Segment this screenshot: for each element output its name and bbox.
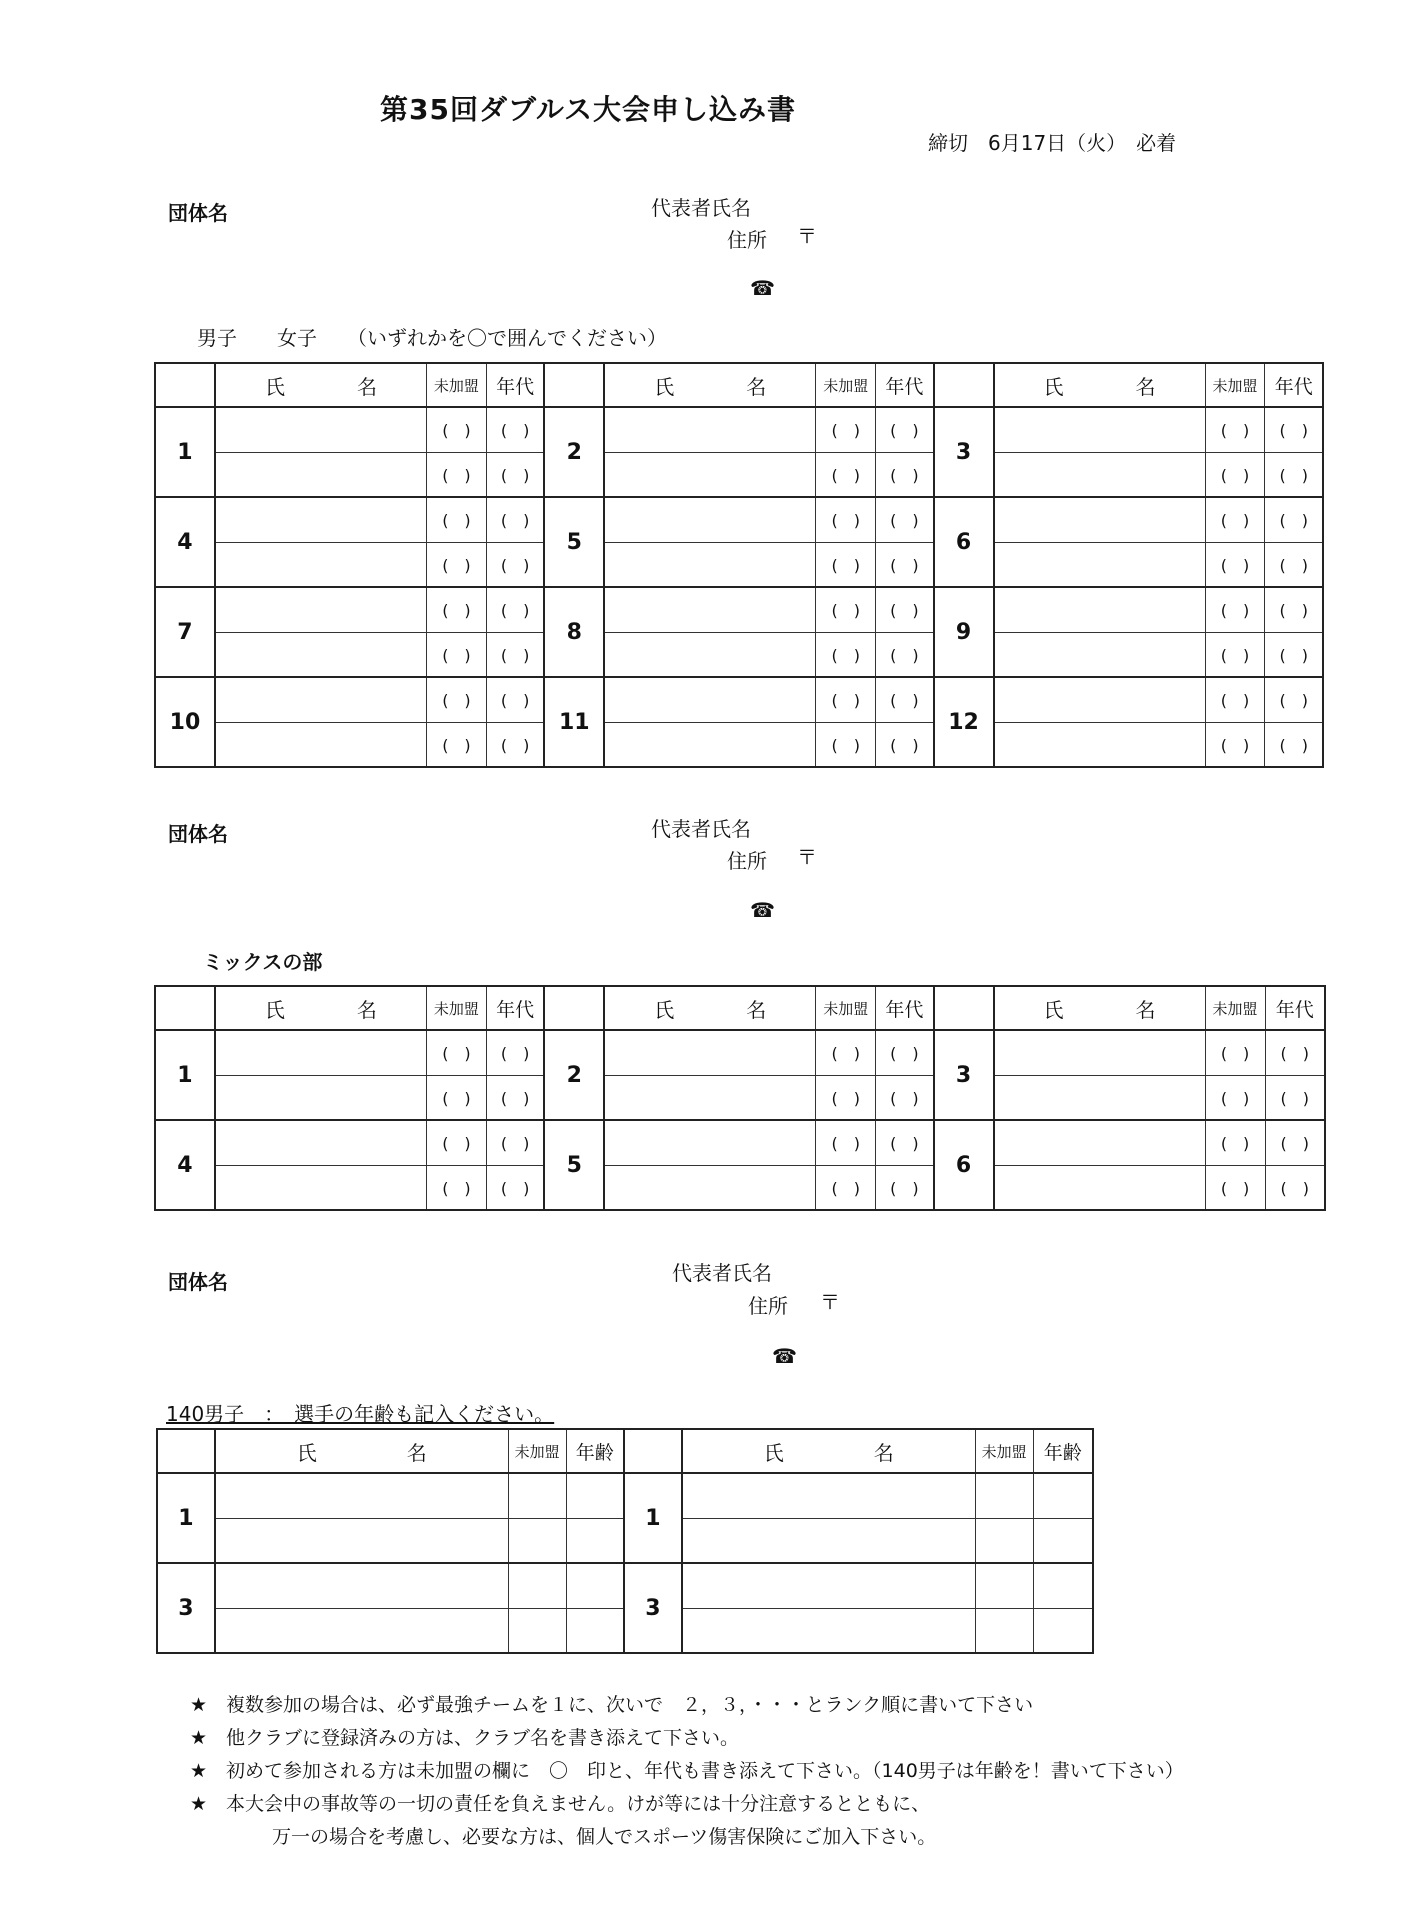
unaffiliated-field[interactable]: [975, 1563, 1033, 1608]
header-age-group: 年代: [876, 363, 934, 407]
age-field[interactable]: [566, 1563, 624, 1608]
header-age-group: 年代: [486, 986, 544, 1030]
entry-number: 8: [544, 587, 604, 677]
note-line: ★ 本大会中の事故等の一切の責任を負えません。けが等には十分注意するとともに、: [190, 1793, 931, 1815]
name-field[interactable]: [994, 452, 1206, 497]
table-row: [155, 722, 1323, 767]
entry-table-mixed: [154, 985, 1326, 1211]
name-field[interactable]: [682, 1473, 975, 1518]
age-group-field[interactable]: ( ): [876, 722, 934, 767]
entry-number: 4: [155, 497, 215, 587]
name-field[interactable]: [604, 1165, 816, 1210]
unaffiliated-field[interactable]: [508, 1473, 566, 1518]
unaffiliated-field[interactable]: ( ): [426, 722, 486, 767]
age-group-field[interactable]: ( ): [486, 1120, 544, 1165]
name-field[interactable]: [215, 677, 427, 722]
gender-category-label: 男子 女子 （いずれかを〇で囲んでください）: [197, 326, 667, 350]
header-name: 氏 名: [604, 363, 816, 407]
header-name: 氏 名: [682, 1429, 975, 1473]
postal-mark-icon: 〒: [797, 845, 817, 869]
unaffiliated-field[interactable]: ( ): [426, 542, 486, 587]
name-field[interactable]: [994, 497, 1206, 542]
entry-number: 4: [155, 1120, 215, 1210]
age-field[interactable]: [1033, 1518, 1093, 1563]
entry-number: 12: [934, 677, 994, 767]
age-group-field[interactable]: ( ): [1265, 1030, 1325, 1075]
representative-label: 代表者氏名: [651, 196, 751, 220]
name-field[interactable]: [215, 1608, 508, 1653]
age-group-field[interactable]: ( ): [876, 1030, 934, 1075]
table-row: [155, 497, 1323, 542]
unaffiliated-field[interactable]: ( ): [1205, 587, 1265, 632]
name-field[interactable]: [215, 1120, 427, 1165]
unaffiliated-field[interactable]: ( ): [426, 407, 486, 452]
note-line: 万一の場合を考慮し、必要な方は、個人でスポーツ傷害保険にご加入下さい。: [272, 1826, 937, 1848]
unaffiliated-field[interactable]: ( ): [1205, 1165, 1265, 1210]
age-group-field[interactable]: ( ): [486, 587, 544, 632]
table-header-row: [155, 363, 1323, 407]
name-field[interactable]: [215, 542, 427, 587]
age-group-field[interactable]: ( ): [1265, 677, 1323, 722]
unaffiliated-field[interactable]: ( ): [426, 1165, 486, 1210]
name-field[interactable]: [215, 497, 427, 542]
age-group-field[interactable]: ( ): [486, 632, 544, 677]
address-label: 住所: [748, 1294, 788, 1318]
age-group-field[interactable]: ( ): [1265, 452, 1323, 497]
name-field[interactable]: [604, 722, 816, 767]
age-group-field[interactable]: ( ): [876, 452, 934, 497]
age-group-field[interactable]: ( ): [1265, 1075, 1325, 1120]
header-unaffiliated: 未加盟: [816, 363, 876, 407]
unaffiliated-field[interactable]: ( ): [816, 587, 876, 632]
age-group-field[interactable]: ( ): [876, 1165, 934, 1210]
age-field[interactable]: [1033, 1608, 1093, 1653]
entry-number: 2: [544, 407, 604, 497]
header-name: 氏 名: [994, 986, 1206, 1030]
age-field[interactable]: [1033, 1473, 1093, 1518]
unaffiliated-field[interactable]: ( ): [816, 722, 876, 767]
header-age-group: 年代: [486, 363, 544, 407]
name-field[interactable]: [604, 632, 816, 677]
age-group-field[interactable]: ( ): [1265, 1120, 1325, 1165]
senior-category-label: 140男子 ： 選手の年齢も記入ください。: [166, 1402, 555, 1426]
header-unaffiliated: 未加盟: [426, 363, 486, 407]
unaffiliated-field[interactable]: ( ): [1205, 632, 1265, 677]
unaffiliated-field[interactable]: ( ): [816, 1075, 876, 1120]
age-field[interactable]: [1033, 1563, 1093, 1608]
entry-table-140-mens: [156, 1428, 1094, 1654]
unaffiliated-field[interactable]: ( ): [816, 1030, 876, 1075]
header-name: 氏 名: [215, 1429, 508, 1473]
unaffiliated-field[interactable]: ( ): [1205, 1075, 1265, 1120]
age-field[interactable]: [566, 1608, 624, 1653]
unaffiliated-field[interactable]: [508, 1518, 566, 1563]
representative-label: 代表者氏名: [672, 1261, 772, 1285]
entry-number: 9: [934, 587, 994, 677]
name-field[interactable]: [994, 407, 1206, 452]
entry-number: 1: [155, 407, 215, 497]
unaffiliated-field[interactable]: ( ): [1205, 677, 1265, 722]
header-age: 年齢: [566, 1429, 624, 1473]
entry-number: 5: [544, 1120, 604, 1210]
unaffiliated-field[interactable]: ( ): [816, 542, 876, 587]
unaffiliated-field[interactable]: ( ): [1205, 542, 1265, 587]
name-field[interactable]: [994, 542, 1206, 587]
unaffiliated-field[interactable]: ( ): [1205, 1030, 1265, 1075]
entry-number: 6: [934, 497, 994, 587]
unaffiliated-field[interactable]: ( ): [426, 587, 486, 632]
age-group-field[interactable]: ( ): [876, 1120, 934, 1165]
header-age-group: 年代: [876, 986, 934, 1030]
unaffiliated-field[interactable]: ( ): [816, 497, 876, 542]
age-group-field[interactable]: ( ): [876, 587, 934, 632]
age-group-field[interactable]: ( ): [1265, 632, 1323, 677]
entry-number: 7: [155, 587, 215, 677]
group-name-label: 団体名: [168, 201, 228, 225]
header-unaffiliated: 未加盟: [508, 1429, 566, 1473]
table-row: [155, 1120, 1325, 1165]
entry-number: 1: [157, 1473, 215, 1563]
unaffiliated-field[interactable]: [975, 1518, 1033, 1563]
name-field[interactable]: [604, 1120, 816, 1165]
note-line: ★ 複数参加の場合は、必ず最強チームを１に、次いで ２，３，・・・とランク順に書いて下さい: [190, 1694, 1034, 1716]
age-group-field[interactable]: ( ): [486, 1030, 544, 1075]
postal-mark-icon: 〒: [820, 1290, 840, 1314]
name-field[interactable]: [215, 407, 427, 452]
entry-number: 2: [544, 1030, 604, 1120]
age-group-field[interactable]: ( ): [486, 497, 544, 542]
age-field[interactable]: [566, 1473, 624, 1518]
age-group-field[interactable]: ( ): [1265, 722, 1323, 767]
name-field[interactable]: [215, 452, 427, 497]
name-field[interactable]: [604, 542, 816, 587]
table-row: [157, 1563, 1093, 1608]
name-field[interactable]: [682, 1563, 975, 1608]
name-field[interactable]: [994, 1075, 1206, 1120]
name-field[interactable]: [215, 1075, 427, 1120]
unaffiliated-field[interactable]: ( ): [426, 632, 486, 677]
unaffiliated-field[interactable]: ( ): [426, 497, 486, 542]
age-group-field[interactable]: ( ): [486, 452, 544, 497]
age-group-field[interactable]: ( ): [1265, 542, 1323, 587]
unaffiliated-field[interactable]: ( ): [816, 1120, 876, 1165]
age-group-field[interactable]: ( ): [1265, 497, 1323, 542]
age-group-field[interactable]: ( ): [1265, 1165, 1325, 1210]
header-name: 氏 名: [994, 363, 1206, 407]
name-field[interactable]: [994, 1165, 1206, 1210]
age-group-field[interactable]: ( ): [876, 632, 934, 677]
age-group-field[interactable]: ( ): [1265, 407, 1323, 452]
table-row: [155, 407, 1323, 452]
entry-number: 11: [544, 677, 604, 767]
unaffiliated-field[interactable]: ( ): [816, 632, 876, 677]
unaffiliated-field[interactable]: ( ): [816, 452, 876, 497]
header-name: 氏 名: [604, 986, 816, 1030]
name-field[interactable]: [215, 722, 427, 767]
unaffiliated-field[interactable]: ( ): [1205, 452, 1265, 497]
name-field[interactable]: [682, 1518, 975, 1563]
name-field[interactable]: [604, 677, 816, 722]
unaffiliated-field[interactable]: [975, 1608, 1033, 1653]
address-label: 住所: [727, 849, 767, 873]
table-row: [155, 677, 1323, 722]
name-field[interactable]: [215, 587, 427, 632]
entry-number: 5: [544, 497, 604, 587]
entry-number: 3: [934, 407, 994, 497]
unaffiliated-field[interactable]: ( ): [1205, 722, 1265, 767]
table-header-row: [157, 1429, 1093, 1473]
entry-number: 1: [624, 1473, 682, 1563]
entry-number: 1: [155, 1030, 215, 1120]
unaffiliated-field[interactable]: ( ): [426, 1030, 486, 1075]
unaffiliated-field[interactable]: ( ): [816, 677, 876, 722]
unaffiliated-field[interactable]: [508, 1608, 566, 1653]
name-field[interactable]: [994, 587, 1206, 632]
name-field[interactable]: [215, 632, 427, 677]
unaffiliated-field[interactable]: ( ): [426, 677, 486, 722]
entry-number: 10: [155, 677, 215, 767]
age-group-field[interactable]: ( ): [876, 542, 934, 587]
group-name-label: 団体名: [168, 822, 228, 846]
table-row: [155, 1165, 1325, 1210]
name-field[interactable]: [604, 587, 816, 632]
name-field[interactable]: [604, 1030, 816, 1075]
age-group-field[interactable]: ( ): [486, 1075, 544, 1120]
age-group-field[interactable]: ( ): [1265, 587, 1323, 632]
page-title: 第35回ダブルス大会申し込み書: [380, 93, 797, 126]
name-field[interactable]: [215, 1165, 427, 1210]
age-group-field[interactable]: ( ): [486, 407, 544, 452]
telephone-icon: ☎: [772, 1344, 797, 1368]
unaffiliated-field[interactable]: ( ): [426, 1075, 486, 1120]
age-group-field[interactable]: ( ): [486, 1165, 544, 1210]
age-group-field[interactable]: ( ): [876, 677, 934, 722]
table-header-row: [155, 986, 1325, 1030]
header-unaffiliated: 未加盟: [975, 1429, 1033, 1473]
table-row: [155, 1075, 1325, 1120]
name-field[interactable]: [604, 407, 816, 452]
age-group-field[interactable]: ( ): [876, 407, 934, 452]
representative-label: 代表者氏名: [651, 817, 751, 841]
unaffiliated-field[interactable]: ( ): [1205, 1120, 1265, 1165]
unaffiliated-field[interactable]: ( ): [816, 407, 876, 452]
postal-mark-icon: 〒: [797, 224, 817, 248]
header-unaffiliated: 未加盟: [1205, 363, 1265, 407]
mixed-category-label: ミックスの部: [203, 950, 323, 974]
telephone-icon: ☎: [750, 898, 775, 922]
header-unaffiliated: 未加盟: [1205, 986, 1265, 1030]
header-age-group: 年代: [1265, 363, 1323, 407]
header-age-group: 年代: [1265, 986, 1325, 1030]
age-group-field[interactable]: ( ): [876, 1075, 934, 1120]
entry-number: 3: [157, 1563, 215, 1653]
unaffiliated-field[interactable]: ( ): [816, 1165, 876, 1210]
note-line: ★ 初めて参加される方は未加盟の欄に 〇 印と、年代も書き添えて下さい。（140男子は年齢を！書いて下さい）: [190, 1760, 1184, 1782]
name-field[interactable]: [994, 722, 1206, 767]
name-field[interactable]: [994, 677, 1206, 722]
table-row: [155, 587, 1323, 632]
name-field[interactable]: [604, 497, 816, 542]
age-group-field[interactable]: ( ): [486, 677, 544, 722]
address-label: 住所: [727, 228, 767, 252]
group-name-label: 団体名: [168, 1270, 228, 1294]
name-field[interactable]: [994, 632, 1206, 677]
entry-number: 6: [934, 1120, 994, 1210]
table-row: [155, 632, 1323, 677]
header-unaffiliated: 未加盟: [816, 986, 876, 1030]
header-unaffiliated: 未加盟: [426, 986, 486, 1030]
header-age: 年齢: [1033, 1429, 1093, 1473]
age-group-field[interactable]: ( ): [876, 497, 934, 542]
table-row: [157, 1473, 1093, 1518]
deadline-text: 締切 6月17日（火） 必着: [928, 131, 1177, 155]
unaffiliated-field[interactable]: [508, 1563, 566, 1608]
table-row: [155, 542, 1323, 587]
name-field[interactable]: [215, 1563, 508, 1608]
table-row: [155, 1030, 1325, 1075]
age-group-field[interactable]: ( ): [486, 542, 544, 587]
name-field[interactable]: [604, 452, 816, 497]
unaffiliated-field[interactable]: ( ): [426, 1120, 486, 1165]
telephone-icon: ☎: [750, 276, 775, 300]
entry-number: 3: [934, 1030, 994, 1120]
name-field[interactable]: [215, 1473, 508, 1518]
age-field[interactable]: [566, 1518, 624, 1563]
table-row: [155, 452, 1323, 497]
entry-table-mens-womens: [154, 362, 1324, 768]
age-group-field[interactable]: ( ): [486, 722, 544, 767]
unaffiliated-field[interactable]: ( ): [1205, 407, 1265, 452]
name-field[interactable]: [604, 1075, 816, 1120]
name-field[interactable]: [994, 1030, 1206, 1075]
unaffiliated-field[interactable]: ( ): [426, 452, 486, 497]
entry-number: 3: [624, 1563, 682, 1653]
name-field[interactable]: [994, 1120, 1206, 1165]
header-name: 氏 名: [215, 363, 427, 407]
unaffiliated-field[interactable]: ( ): [1205, 497, 1265, 542]
name-field[interactable]: [215, 1518, 508, 1563]
name-field[interactable]: [682, 1608, 975, 1653]
header-name: 氏 名: [215, 986, 427, 1030]
name-field[interactable]: [215, 1030, 427, 1075]
unaffiliated-field[interactable]: [975, 1473, 1033, 1518]
note-line: ★ 他クラブに登録済みの方は、クラブ名を書き添えて下さい。: [190, 1727, 740, 1749]
